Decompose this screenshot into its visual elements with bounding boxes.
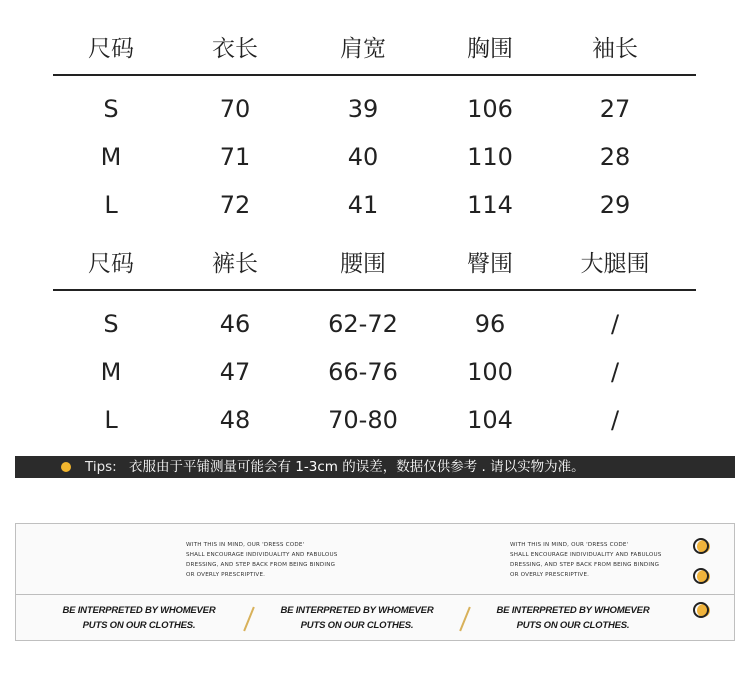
slogan [54,603,224,633]
note-line: WITH THIS IN MIND, OUR 'DRESS CODE' [186,542,305,548]
header-sleeve: 袖长 [592,36,638,62]
slogan-line: BE INTERPRETED BY WHOMEVER [280,605,434,616]
table-cell: 28 [599,143,631,171]
table-cell: 29 [599,191,631,219]
table-cell: 41 [347,191,379,219]
header-divider [53,74,696,76]
header-size: 尺码 [88,36,134,62]
table-cell: M [100,358,122,386]
table-cell: 96 [474,310,506,338]
header-waist: 腰围 [340,251,386,277]
table-cell: 104 [467,406,513,434]
table-cell: 70 [219,95,251,123]
slogan-line: PUTS ON OUR CLOTHES. [516,620,630,631]
table-row [0,137,750,177]
table-cell: 106 [467,95,513,123]
table-cell: 66-76 [328,358,398,386]
circle-badge-icon [693,538,709,554]
table-cell: 39 [347,95,379,123]
note-line: DRESSING, AND STEP BACK FROM BEING BINDING [186,562,336,568]
slogan [488,603,658,633]
slogan-line: PUTS ON OUR CLOTHES. [82,620,196,631]
tips-text: 衣服由于平铺测量可能会有 1-3cm 的误差，数据仅供参考 . 请以实物为准。 [129,459,585,475]
note-line: DRESSING, AND STEP BACK FROM BEING BINDING [510,562,660,568]
table-cell: 27 [599,95,631,123]
slogan-line: BE INTERPRETED BY WHOMEVER [496,605,650,616]
slash-divider [459,607,471,632]
header-chest: 胸围 [467,36,513,62]
table-cell: 114 [467,191,513,219]
table-row [0,304,750,344]
table-row [0,185,750,225]
header-length: 衣长 [212,36,258,62]
dress-code-note [510,540,662,580]
slash-divider [243,607,255,632]
tips-bar [15,456,735,478]
table-cell: M [100,143,122,171]
table-cell: 110 [467,143,513,171]
header-divider [53,289,696,291]
note-line: WITH THIS IN MIND, OUR 'DRESS CODE' [510,542,629,548]
header-size: 尺码 [88,251,134,277]
table-cell: 100 [467,358,513,386]
tips-label: Tips: [85,459,117,475]
header-pant-length: 裤长 [212,251,258,277]
table-row [0,352,750,392]
table-cell: L [104,191,118,219]
table-cell: L [104,406,118,434]
note-line: OR OVERLY PRESCRIPTIVE. [510,572,590,578]
circle-badge-icon [693,568,709,584]
table-cell: 70-80 [328,406,398,434]
bottom-table-header [0,244,750,284]
table-cell: 72 [219,191,251,219]
header-shoulder: 肩宽 [340,36,386,62]
table-cell: 47 [219,358,251,386]
banner-divider [16,594,734,595]
table-cell: 62-72 [328,310,398,338]
table-row [0,400,750,440]
table-cell: 71 [219,143,251,171]
bullet-dot-icon [61,462,71,472]
slogan-line: PUTS ON OUR CLOTHES. [300,620,414,631]
header-thigh: 大腿围 [580,251,650,277]
note-line: SHALL ENCOURAGE INDIVIDUALITY AND FABULOUS [186,552,338,558]
table-cell: / [610,406,620,434]
circle-badge-icon [693,602,709,618]
table-cell: 48 [219,406,251,434]
note-line: OR OVERLY PRESCRIPTIVE. [186,572,266,578]
slogan [272,603,442,633]
table-cell: S [103,310,119,338]
decorative-banner [15,523,735,641]
header-hip: 臀围 [467,251,513,277]
table-cell: 46 [219,310,251,338]
top-table-header [0,29,750,69]
note-line: SHALL ENCOURAGE INDIVIDUALITY AND FABULOUS [510,552,662,558]
table-row [0,89,750,129]
dress-code-note [186,540,338,580]
table-cell: S [103,95,119,123]
table-cell: / [610,358,620,386]
table-cell: 40 [347,143,379,171]
table-cell: / [610,310,620,338]
slogan-line: BE INTERPRETED BY WHOMEVER [62,605,216,616]
